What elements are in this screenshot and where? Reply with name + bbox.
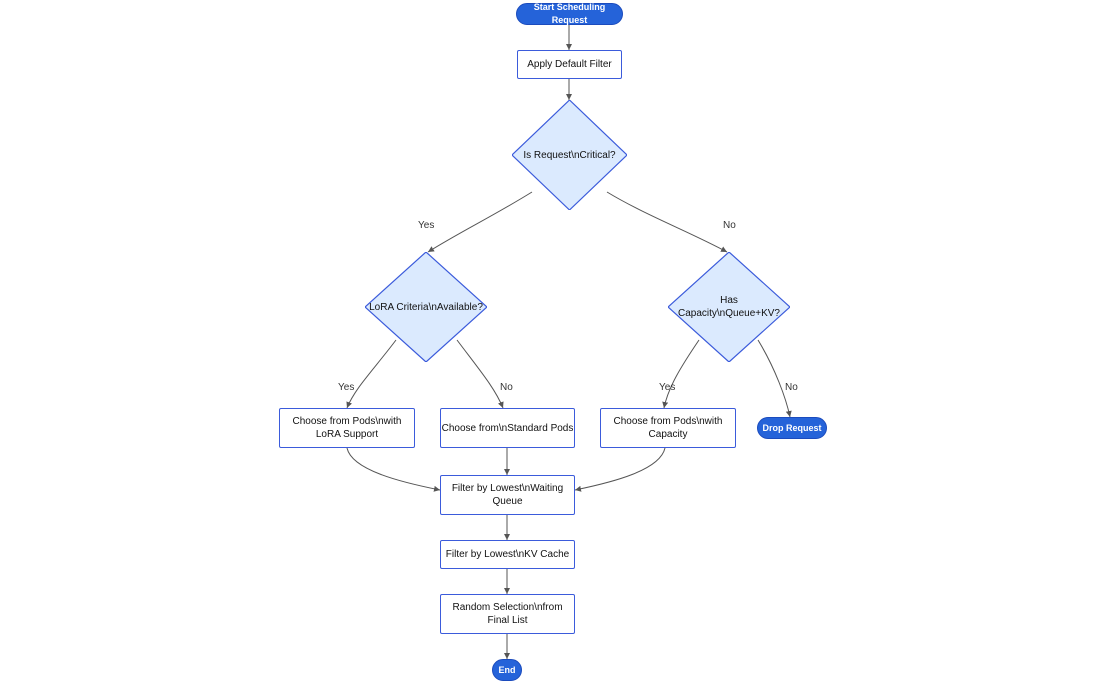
node-label-end: End <box>498 664 516 675</box>
edge-label-capacity-yes: Yes <box>659 382 676 393</box>
node-lora <box>365 252 487 362</box>
node-capacity <box>668 252 790 362</box>
node-drop <box>757 417 827 439</box>
node-label-start: Start Scheduling Request <box>533 2 606 25</box>
node-filter <box>517 50 622 79</box>
node-kv <box>440 540 575 569</box>
node-label-kv: Filter by Lowest\nKV Cache <box>445 549 570 560</box>
edge-label-capacity-no: No <box>785 382 798 393</box>
flow-edge <box>347 448 440 490</box>
edge-label-lora-yes: Yes <box>338 382 355 393</box>
node-capPods <box>600 408 736 448</box>
node-label-capPods: Choose from Pods\nwith Capacity <box>613 416 723 440</box>
node-queue <box>440 475 575 515</box>
flow-edge <box>575 448 665 490</box>
node-label-drop: Drop Request <box>762 422 822 433</box>
node-stdPods <box>440 408 575 448</box>
node-end <box>492 659 522 681</box>
node-label-queue: Filter by Lowest\nWaiting Queue <box>451 483 564 507</box>
node-label-loraPods: Choose from Pods\nwith LoRA Support <box>292 416 402 440</box>
edge-label-lora-no: No <box>500 382 513 393</box>
node-start <box>516 3 623 25</box>
node-label-random: Random Selection\nfrom Final List <box>452 602 563 626</box>
node-loraPods <box>279 408 415 448</box>
node-label-capacity: Has Capacity\nQueue+KV? <box>677 295 780 319</box>
node-label-stdPods: Choose from\nStandard Pods <box>441 422 574 434</box>
node-random <box>440 594 575 634</box>
node-label-filter: Apply Default Filter <box>527 59 612 70</box>
node-label-lora: LoRA Criteria\nAvailable? <box>369 301 483 313</box>
node-critical <box>512 100 627 210</box>
node-label-critical: Is Request\nCritical? <box>523 149 616 161</box>
edge-label-critical-yes: Yes <box>418 220 435 231</box>
edge-label-critical-no: No <box>723 220 736 231</box>
